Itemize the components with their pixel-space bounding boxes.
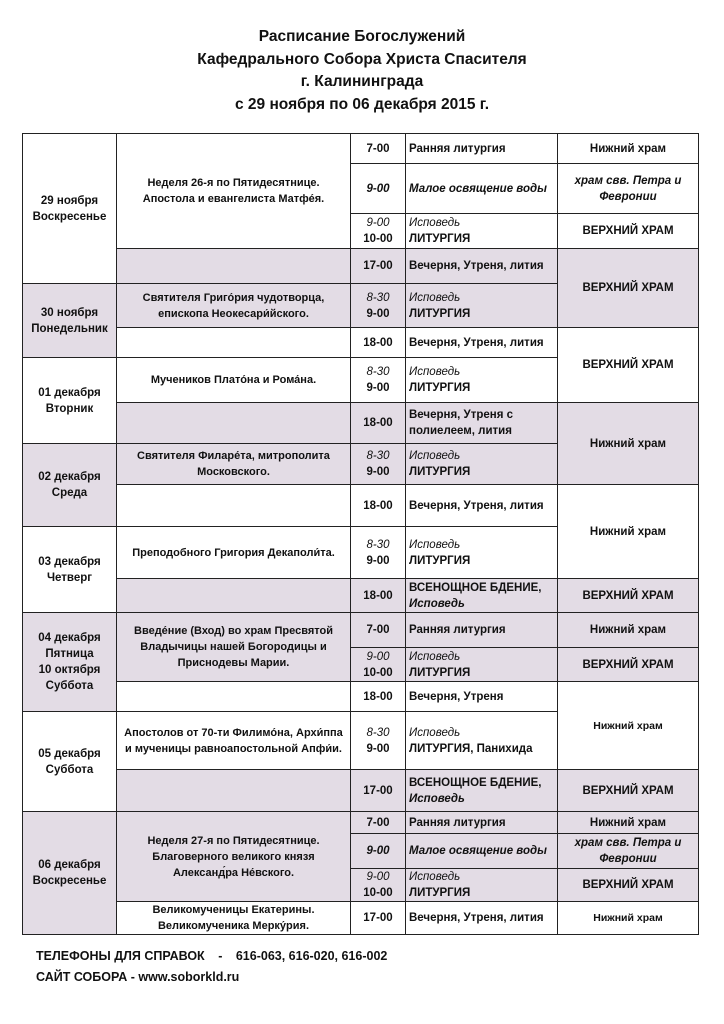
service-time: 7-00	[351, 134, 406, 164]
service-time: 9-00	[351, 834, 406, 869]
service-name: Вечерня, Утреня, лития	[406, 249, 558, 284]
table-row	[23, 812, 699, 834]
saint-commemoration: Апостолов от 70-ти Филимо́на, Архи́ппа и мученицы равноапостольной Апфи́и.	[117, 712, 351, 770]
service-place: Нижний храм	[558, 902, 699, 935]
service-time: 9-00 10-00	[351, 869, 406, 902]
day-date: 04 декабря Пятница 10 октября Суббота	[23, 613, 117, 712]
day-date: 30 ноября Понедельник	[23, 284, 117, 358]
saint-commemoration: Неделя 26-я по Пятидесятнице. Апостола и евангелиста Матфе́я.	[117, 134, 351, 249]
service-name: Малое освящение воды	[406, 834, 558, 869]
page-title	[0, 26, 724, 116]
service-place: храм свв. Петра и Февронии	[558, 164, 699, 214]
service-time: 8-30 9-00	[351, 712, 406, 770]
contact-footer	[36, 946, 387, 988]
title-line-3: г. Калининграда	[300, 73, 424, 90]
saint-empty	[117, 682, 351, 712]
service-place: Нижний храм	[558, 812, 699, 834]
saint-commemoration: Святителя Филаре́та, митрополита Московского.	[117, 444, 351, 485]
service-name: Исповедь ЛИТУРГИЯ	[406, 527, 558, 579]
service-name: Вечерня, Утреня, лития	[406, 485, 558, 527]
service-place: ВЕРХНИЙ ХРАМ	[558, 579, 699, 613]
table-row	[23, 682, 699, 712]
service-place: Нижний храм	[558, 613, 699, 648]
phones-line	[36, 946, 387, 967]
service-time: 8-30 9-00	[351, 284, 406, 328]
service-place: ВЕРХНИЙ ХРАМ	[558, 214, 699, 249]
service-time: 9-00 10-00	[351, 214, 406, 249]
service-name: Исповедь ЛИТУРГИЯ	[406, 869, 558, 902]
service-name: Ранняя литургия	[406, 134, 558, 164]
table-row	[23, 902, 699, 935]
service-time: 8-30 9-00	[351, 527, 406, 579]
service-time: 9-00	[351, 164, 406, 214]
day-date: 05 декабря Суббота	[23, 712, 117, 812]
saint-commemoration: Великомученицы Екатерины. Великомученика Мерку́рия.	[117, 902, 351, 935]
service-name: Вечерня, Утреня с полиелеем, лития	[406, 403, 558, 444]
service-name: Исповедь ЛИТУРГИЯ	[406, 444, 558, 485]
service-place: Нижний храм	[558, 485, 699, 579]
service-time: 18-00	[351, 485, 406, 527]
day-date: 02 декабря Среда	[23, 444, 117, 527]
phones-separator: -	[218, 949, 223, 963]
site-link[interactable]: www.soborkld.ru	[138, 970, 240, 984]
service-time: 18-00	[351, 682, 406, 712]
service-time: 17-00	[351, 249, 406, 284]
service-place: ВЕРХНИЙ ХРАМ	[558, 648, 699, 682]
saint-empty	[117, 770, 351, 812]
service-name: Ранняя литургия	[406, 812, 558, 834]
saint-commemoration: Введе́ние (Вход) во храм Пресвятой Владычицы нашей Богородицы и Приснодевы Марии.	[117, 613, 351, 682]
day-date: 29 ноября Воскресенье	[23, 134, 117, 284]
title-line-1: Расписание Богослужений	[258, 28, 466, 45]
service-time: 18-00	[351, 403, 406, 444]
site-label: САЙТ СОБОРА -	[36, 970, 135, 984]
table-row	[23, 328, 699, 358]
service-name: ВСЕНОЩНОЕ БДЕНИЕ, Исповедь	[406, 579, 558, 613]
service-name: Исповедь ЛИТУРГИЯ	[406, 284, 558, 328]
service-place: ВЕРХНИЙ ХРАМ	[558, 770, 699, 812]
table-row	[23, 770, 699, 812]
day-date: 03 декабря Четверг	[23, 527, 117, 613]
service-name: Малое освящение воды	[406, 164, 558, 214]
day-date: 06 декабря Воскресенье	[23, 812, 117, 935]
service-name: Исповедь ЛИТУРГИЯ	[406, 214, 558, 249]
table-row	[23, 134, 699, 164]
saint-empty	[117, 328, 351, 358]
service-place: храм свв. Петра и Февронии	[558, 834, 699, 869]
site-line	[36, 967, 387, 988]
table-row	[23, 249, 699, 284]
service-name: Исповедь ЛИТУРГИЯ	[406, 358, 558, 403]
service-place: Нижний храм	[558, 682, 699, 770]
phones-label: ТЕЛЕФОНЫ ДЛЯ СПРАВОК	[36, 949, 205, 963]
saint-commemoration: Неделя 27-я по Пятидесятнице. Благоверного великого князя Александ́ра Не́вского.	[117, 812, 351, 902]
service-place: Нижний храм	[558, 134, 699, 164]
service-time: 18-00	[351, 579, 406, 613]
day-date: 01 декабря Вторник	[23, 358, 117, 444]
service-name: Вечерня, Утреня	[406, 682, 558, 712]
table-row	[23, 613, 699, 648]
service-time: 7-00	[351, 812, 406, 834]
service-time: 8-30 9-00	[351, 358, 406, 403]
saint-commemoration: Преподобного Григория Декаполи́та.	[117, 527, 351, 579]
service-place: Нижний храм	[558, 403, 699, 485]
service-name: Ранняя литургия	[406, 613, 558, 648]
saint-empty	[117, 579, 351, 613]
table-row	[23, 485, 699, 527]
service-time: 18-00	[351, 328, 406, 358]
service-place: ВЕРХНИЙ ХРАМ	[558, 869, 699, 902]
service-time: 9-00 10-00	[351, 648, 406, 682]
service-time: 7-00	[351, 613, 406, 648]
service-time: 8-30 9-00	[351, 444, 406, 485]
service-name: Вечерня, Утреня, лития	[406, 328, 558, 358]
saint-commemoration: Святителя Григо́рия чудотворца, епископа Неокесари́йского.	[117, 284, 351, 328]
service-time: 17-00	[351, 902, 406, 935]
title-line-2: Кафедрального Собора Христа Спасителя	[197, 50, 527, 68]
saint-commemoration: Мучеников Плато́на и Рома́на.	[117, 358, 351, 403]
schedule-table	[22, 133, 699, 935]
service-name: Вечерня, Утреня, лития	[406, 902, 558, 935]
phones-numbers: 616-063, 616-020, 616-002	[235, 949, 388, 963]
service-time: 17-00	[351, 770, 406, 812]
table-row	[23, 579, 699, 613]
service-place: ВЕРХНИЙ ХРАМ	[558, 249, 699, 328]
title-line-4: с 29 ноября по 06 декабря 2015 г.	[234, 95, 490, 113]
service-name: Исповедь ЛИТУРГИЯ	[406, 648, 558, 682]
table-row	[23, 403, 699, 444]
service-name: ВСЕНОЩНОЕ БДЕНИЕ, Исповедь	[406, 770, 558, 812]
service-place: ВЕРХНИЙ ХРАМ	[558, 328, 699, 403]
saint-empty	[117, 403, 351, 444]
saint-empty	[117, 485, 351, 527]
service-name: Исповедь ЛИТУРГИЯ, Панихида	[406, 712, 558, 770]
saint-empty	[117, 249, 351, 284]
